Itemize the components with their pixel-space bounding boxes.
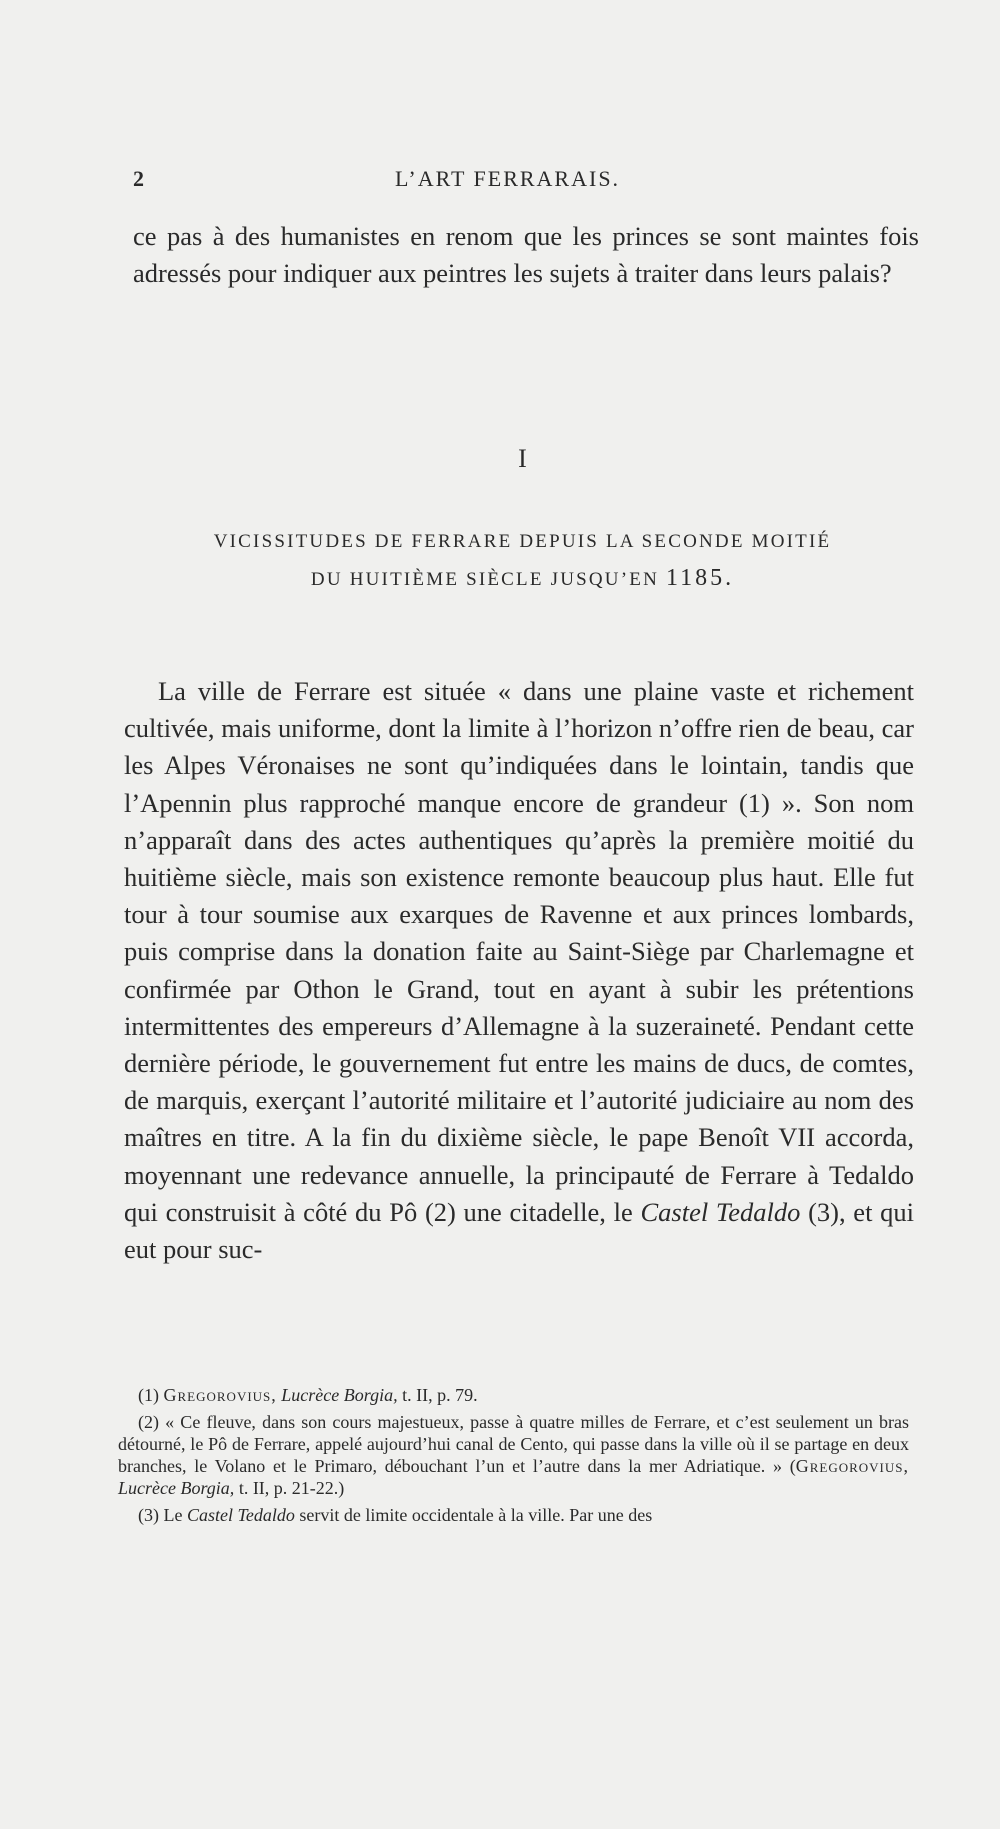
body-text-part1: La ville de Ferrare est située « dans une plaine vaste et richement cultivée, mais uniforme, dont la limite à l’horizon n’offre rien de beau, car les Alpes Véronaises ne sont qu’indiquées dans le lointain, tandis que l’Apennin plus rapproché manque encore de grandeur (1) ». Son nom n’apparaît dans des actes authentiques qu’après la première moitié du huitième siècle, mais son existence remonte beaucoup plus haut. Elle fut tour à tour soumise aux exarques de Ravenne et aux princes lombards, puis comprise dans la donation faite au Saint-Siège par Charlemagne et confirmée par Othon le Grand, tout en ayant à subir les prétentions intermittentes des empereurs d’Allemagne à la suzeraineté. Pendant cette dernière période, le gouvernement fut entre les mains de ducs, de comtes, de marquis, exerçant l’autorité militaire et l’autorité judiciaire au nom des maîtres en titre. A la fin du dixième siècle, le pape Benoît VII accorda, moyennant une redevance annuelle, la principauté de Ferrare à Tedaldo qui construisit à côté du Pô (2) une citadelle, le: [124, 676, 914, 1227]
footnote-3-mark: (3): [138, 1505, 159, 1525]
footnote-2-text: « Ce fleuve, dans son cours majestueux, passe à quatre milles de Ferrare, et c’est seulement un bras détourné, le Pô de Ferrare, appelé aujourd’hui canal de Cento, qui passe dans la ville où il se partage en deux branches, le Volano et le Primaro, débouchant l’un et l’autre dans la mer Adriatique. » (: [118, 1412, 910, 1476]
footnote-1-author: Gregorovius,: [163, 1385, 277, 1405]
footnote-2: [118, 1411, 909, 1499]
footnote-2-title: Lucrèce Borgia,: [118, 1478, 235, 1498]
body-italic-castel-tedaldo: Castel Tedaldo: [640, 1196, 801, 1227]
footnotes: [118, 1384, 909, 1531]
section-title-line1: VICISSITUDES DE FERRARE DEPUIS LA SECONDE MOITIÉ: [213, 531, 832, 552]
footnote-1: [118, 1384, 909, 1406]
footnote-3-title: Castel Tedaldo: [186, 1505, 295, 1525]
section-title-line2-text: DU HUITIÈME SIÈCLE JUSQU’EN: [310, 569, 659, 590]
footnote-3: [118, 1504, 909, 1526]
footnote-2-author: Gregorovius,: [795, 1456, 909, 1476]
footnote-1-title: Lucrèce Borgia,: [281, 1385, 398, 1405]
body-text-part2: (3), et qui eut pour suc-: [124, 1196, 915, 1265]
running-title: L’ART FERRARAIS.: [395, 166, 621, 191]
footnote-3-pre: Le: [163, 1505, 183, 1525]
intro-paragraph: ce pas à des humanistes en renom que les princes se sont maintes fois adressés pour indiquer aux peintres les sujets à traiter dans leurs palais?: [133, 221, 919, 288]
section-title: [153, 524, 892, 598]
page-header: [133, 166, 912, 196]
section-title-year: 1185.: [665, 565, 735, 591]
page-number: 2: [133, 166, 144, 191]
footnote-2-mark: (2): [138, 1412, 159, 1432]
section-number: I: [518, 444, 527, 473]
footnote-3-text: servit de limite occidentale à la ville. Par une des: [299, 1505, 653, 1525]
footnote-1-ref: t. II, p. 79.: [402, 1385, 478, 1405]
body-paragraph: [124, 673, 914, 1268]
section-title-line2: [153, 560, 892, 598]
footnote-1-mark: (1): [138, 1385, 159, 1405]
footnote-2-ref: t. II, p. 21-22.): [238, 1478, 345, 1498]
